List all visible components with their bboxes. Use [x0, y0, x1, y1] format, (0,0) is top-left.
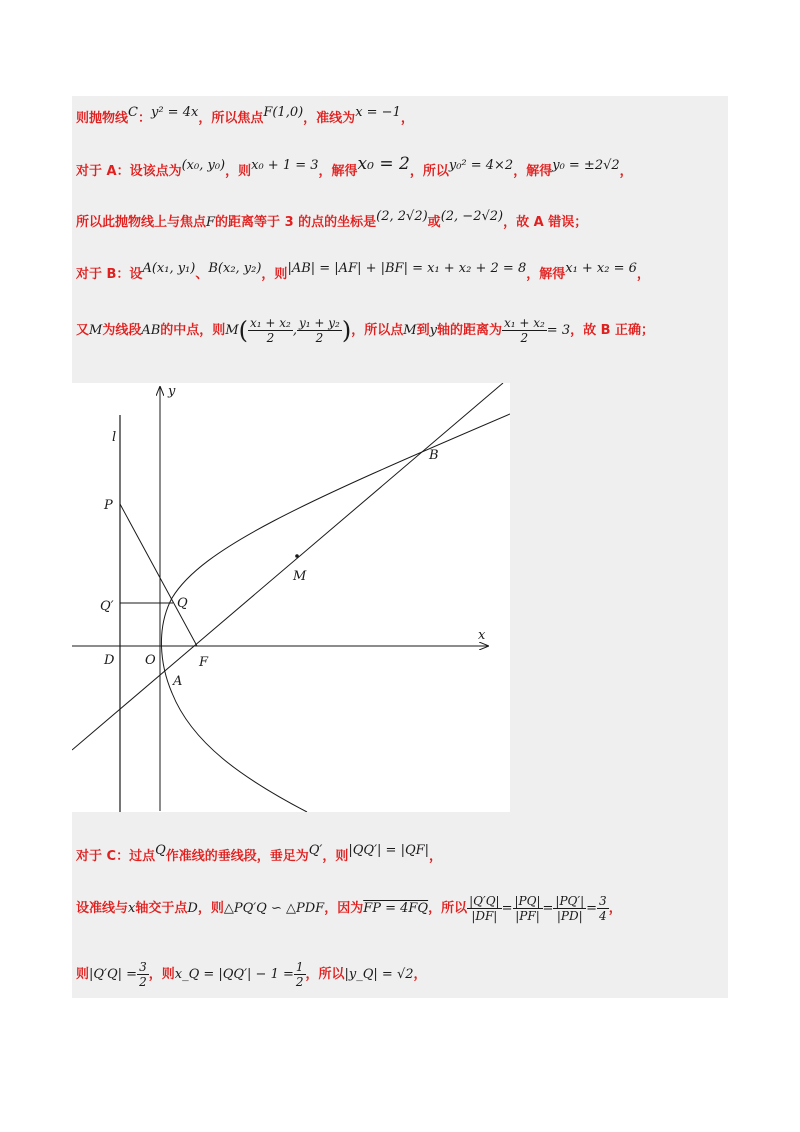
text: ， — [429, 849, 443, 864]
line-7 — [76, 894, 724, 923]
numerator: |PQ| — [514, 894, 541, 908]
label-x: x — [478, 628, 486, 643]
fraction — [248, 316, 293, 345]
text: 所以此抛物线上与焦点 — [76, 215, 207, 230]
label-a: A — [173, 674, 183, 689]
text: ，所以 — [428, 901, 468, 916]
line-8 — [76, 960, 724, 989]
text: 对于 B：设 — [76, 267, 143, 282]
math: Q — [155, 843, 166, 858]
label-y: y — [168, 384, 176, 399]
parabola-figure — [72, 383, 510, 812]
label-l: l — [112, 430, 117, 445]
math: A(x₁, y₁) — [142, 261, 196, 276]
math: = — [586, 901, 598, 916]
numerator: |Q′Q| — [469, 894, 500, 908]
fraction — [294, 960, 306, 989]
denominator: 2 — [295, 975, 304, 989]
text: ，准线为 — [303, 111, 356, 126]
text: 对于 A：设该点为 — [76, 164, 182, 179]
text: ，则 — [148, 967, 175, 982]
line-pf — [120, 504, 197, 646]
math: |QQ′| = |QF| — [348, 843, 430, 858]
math: (2, −2√2) — [440, 209, 504, 224]
text: ，则 — [197, 901, 224, 916]
text: 的距离等于 3 的点的坐标是 — [215, 215, 377, 230]
text: ，所以 — [409, 164, 449, 179]
math: AB — [141, 323, 161, 338]
math: y₀² = 4×2 — [448, 158, 514, 173]
math: x_Q = |QQ′| − 1 = — [174, 967, 294, 982]
label-q-prime: Q′ — [100, 599, 114, 614]
math: x₀ = 2 — [357, 154, 410, 174]
math: y² = 4x — [150, 105, 199, 120]
fraction — [513, 894, 543, 923]
math: D — [187, 901, 198, 916]
denominator: 2 — [520, 331, 529, 345]
math: = — [501, 901, 513, 916]
text: ，则 — [322, 849, 349, 864]
numerator: y₁ + y₂ — [298, 316, 340, 330]
text: ，解得 — [526, 267, 566, 282]
math: (2, 2√2) — [376, 209, 428, 224]
text: ，解得 — [513, 164, 553, 179]
line-4 — [76, 263, 724, 282]
text: 作准线的垂线段，垂足为 — [165, 849, 309, 864]
text: ， — [400, 111, 414, 126]
numerator: x₁ + x₂ — [503, 316, 545, 330]
math: M — [225, 323, 239, 338]
text: ， — [413, 967, 427, 982]
text: ，故 B 正确； — [570, 323, 655, 338]
numerator: 3 — [599, 894, 607, 908]
label-b: B — [429, 448, 439, 463]
text: 、 — [195, 267, 209, 282]
label-f: F — [199, 655, 209, 670]
text: 又 — [76, 323, 90, 338]
fraction — [297, 316, 342, 345]
label-d: D — [104, 653, 115, 668]
text: ，所以焦点 — [198, 111, 264, 126]
text: 轴交于点 — [135, 901, 188, 916]
paren-left: ( — [238, 316, 248, 345]
parabola-curve — [161, 414, 510, 812]
numerator: |PQ′| — [555, 894, 585, 908]
label-p: P — [104, 498, 113, 513]
text: 的中点，则 — [160, 323, 226, 338]
math: y — [429, 323, 437, 338]
math: Q′ — [308, 843, 323, 858]
text: ， — [619, 164, 633, 179]
math: x = −1 — [355, 105, 401, 120]
fraction — [137, 960, 149, 989]
math: M — [89, 323, 103, 338]
math: C — [128, 105, 138, 120]
text: ，则 — [225, 164, 252, 179]
text: 设准线与 — [76, 901, 129, 916]
math: FP = 4FQ — [363, 901, 429, 916]
text: 到 — [416, 323, 430, 338]
text: ， — [636, 267, 650, 282]
text: ，所以 — [305, 967, 345, 982]
text: 或 — [427, 215, 441, 230]
label-m: M — [293, 569, 307, 584]
label-q: Q — [177, 596, 188, 611]
text: ， — [608, 901, 622, 916]
math: x — [128, 901, 136, 916]
math: M — [403, 323, 417, 338]
text: 对于 C：过点 — [76, 849, 156, 864]
point-m — [295, 554, 299, 558]
denominator: |PF| — [515, 909, 540, 923]
math: x₁ + x₂ = 6 — [565, 261, 637, 276]
math: △PQ′Q ∽ △PDF — [223, 901, 325, 916]
line-2 — [76, 154, 724, 180]
text: ，故 A 错误； — [503, 215, 588, 230]
text: 则抛物线 — [76, 111, 129, 126]
line-ab — [72, 383, 503, 750]
math: F — [206, 215, 216, 230]
math: |Q′Q| = — [89, 967, 138, 982]
denominator: |PD| — [556, 909, 583, 923]
numerator: 1 — [295, 960, 304, 974]
numerator: 3 — [139, 960, 147, 974]
text: 为线段 — [102, 323, 142, 338]
figure-svg — [72, 383, 510, 812]
math: = — [542, 901, 554, 916]
line-1 — [76, 107, 724, 126]
denominator: |DF| — [471, 909, 498, 923]
denominator: 2 — [139, 975, 147, 989]
math: |y_Q| = √2 — [344, 967, 414, 982]
math: x₀ + 1 = 3 — [251, 158, 319, 173]
line-3 — [76, 211, 724, 230]
paren-right: ) — [341, 316, 352, 345]
math: F(1,0) — [263, 105, 304, 120]
text: ，则 — [261, 267, 288, 282]
text: ，所以点 — [351, 323, 404, 338]
fraction — [502, 316, 547, 345]
math: B(x₂, y₂) — [208, 261, 262, 276]
line-5 — [76, 316, 724, 345]
math: |AB| = |AF| + |BF| = x₁ + x₂ + 2 = 8 — [287, 261, 527, 276]
denominator: 2 — [266, 331, 275, 345]
text: 轴的距离为 — [436, 323, 502, 338]
fraction — [597, 894, 609, 923]
denominator: 2 — [315, 331, 324, 345]
text: ： — [137, 111, 151, 126]
math: , — [292, 323, 297, 338]
math: = 3 — [546, 323, 571, 338]
text: ，因为 — [324, 901, 364, 916]
text: 则 — [76, 967, 90, 982]
label-o: O — [145, 653, 156, 668]
fraction — [553, 894, 586, 923]
math: (x₀, y₀) — [181, 158, 226, 173]
line-6 — [76, 845, 724, 864]
numerator: x₁ + x₂ — [250, 316, 291, 330]
text: ，解得 — [318, 164, 358, 179]
math: y₀ = ±2√2 — [552, 158, 620, 173]
denominator: 4 — [599, 909, 607, 923]
fraction — [467, 894, 502, 923]
